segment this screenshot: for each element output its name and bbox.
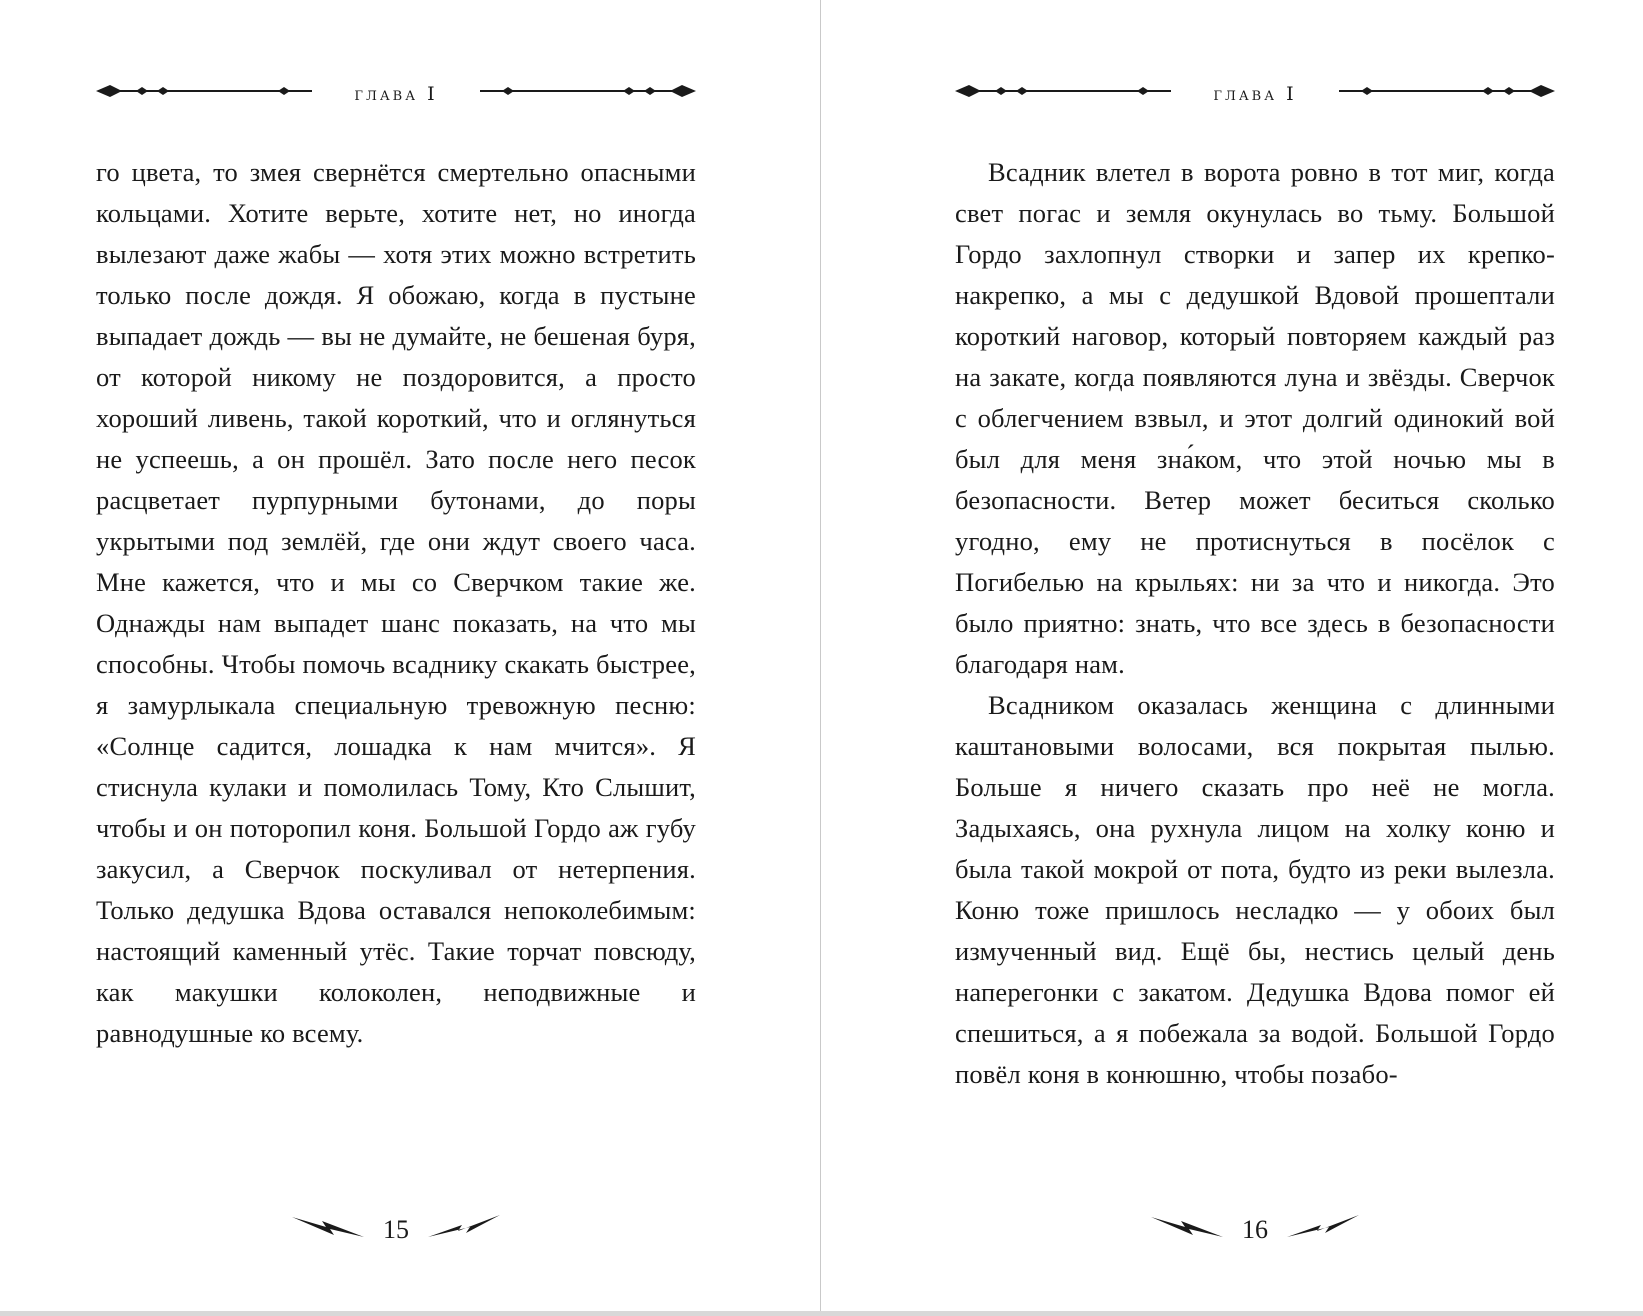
page-gutter [820,0,821,1316]
body-text [955,152,1555,1095]
lightning-bolt-icon [292,1213,364,1247]
lightning-bolt-icon [428,1213,500,1247]
chapter-header-title: глава I [1213,83,1297,105]
paragraph: го цвета, то змея свернётся смертельно опасными кольцами. Хотите верьте, хотите нет, но иногда вылезают даже жабы — хотя этих можно встретить только после дождя. Я обожаю, когда в пустыне выпадает дождь — вы не думайте, не бешеная буря, от которой никому не поздоровится, а просто хороший ливень, такой короткий, что и оглянуться не успеешь, а он прошёл. Зато после него песок расцветает пурпурными бутонами, до поры укрытыми под землёй, где они ждут своего часа. Мне кажется, что и мы со Сверчком такие же. Однажды нам выпадет шанс показать, на что мы способны. Чтобы помочь всаднику скакать быстрее, я замурлыкала специальную тревожную песню: «Солнце садится, лошадка к нам мчится». Я стиснула кулаки и помолилась Тому, Кто Слышит, чтобы и он поторопил коня. Большой Гордо аж губу закусил, а Сверчок поскуливал от нетерпения. Только дедушка Вдова оставался непоколебимым: настоящий каменный утёс. Такие торчат повсюду, как макушки колоколен, неподвижные и равнодушные ко всему. [96,157,696,1048]
lightning-bolt-icon [1151,1213,1223,1247]
lightning-bolt-icon [1287,1213,1359,1247]
page-number: 16 [1242,1215,1268,1244]
paragraph: Всадником оказалась женщина с длинными каштановыми волосами, вся покрытая пылью. Больше я ничего сказать про неё не могла. Задыхаясь, она рухнула лицом на холку коню и была такой мокрой от пота, будто из реки вылезла. Коню тоже пришлось несладко — у обоих был измученный вид. Ещё бы, нестись целый день наперегонки с закатом. Дедушка Вдова помог ей спешиться, а я побежала за водой. Большой Гордо повёл коня в конюшню, чтобы позабо- [955,690,1555,1089]
body-text [96,152,696,1054]
diamond-rule-ornament-icon [955,80,1175,110]
page-footer [955,1213,1555,1247]
page-number: 15 [383,1215,409,1244]
running-header [96,80,696,110]
diamond-rule-ornament-icon [96,80,316,110]
left-page [96,0,696,1316]
page-footer [96,1213,696,1247]
paragraph: Всадник влетел в ворота ровно в тот миг, когда свет погас и земля окунулась во тьму. Большой Гордо захлопнул створки и запер их крепко-накрепко, а мы с дедушкой Вдовой прошептали короткий наговор, который повторяем каждый раз на закате, когда появляются луна и звёзды. Сверчок с облегчением взвыл, и этот долгий одинокий вой был для меня зна́ком, что этой ночью мы в безопасности. Ветер может беситься сколько угодно, ему не протиснуться в посёлок с Погибелью на крыльях: ни за что и никогда. Это было приятно: знать, что все здесь в безопасности благодаря нам. [955,157,1555,679]
running-header [955,80,1555,110]
diamond-rule-ornament-icon [476,80,696,110]
chapter-header-title: глава I [354,83,438,105]
right-page [955,0,1555,1316]
diamond-rule-ornament-icon [1335,80,1555,110]
